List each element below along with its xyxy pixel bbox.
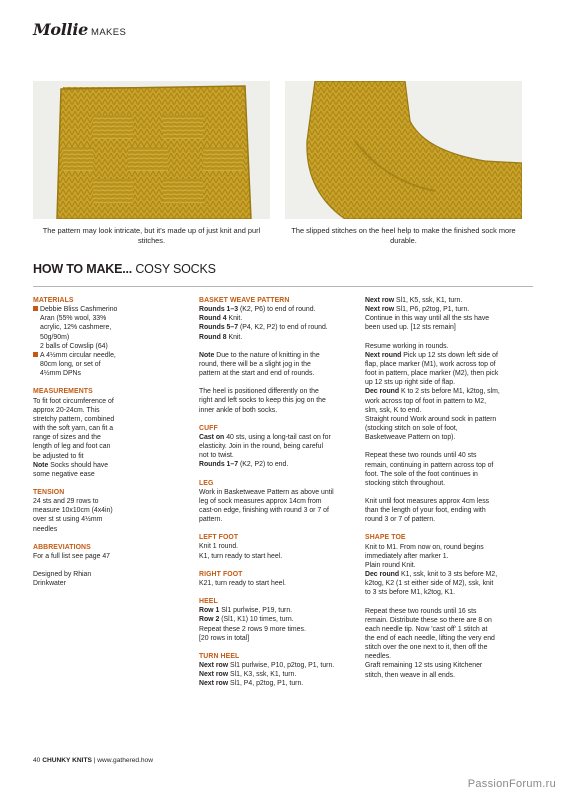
measurements-line: range of sizes and the (33, 434, 101, 442)
pattern-line: cast-on edge, finishing with round 3 or 7 of (199, 506, 329, 514)
pattern-line: Knit 1 round. (199, 543, 239, 551)
pattern-line: work across top of foot in pattern to M2, (365, 397, 487, 405)
pattern-line: pattern. (199, 516, 223, 524)
materials-item: Debbie Bliss Cashmerino (33, 305, 168, 314)
materials-item: A 4½mm circular needle, (33, 351, 168, 360)
pattern-line: Continue in this way until all the sts have (365, 315, 490, 323)
measurements-heading: MEASUREMENTS (33, 388, 93, 396)
tension-heading: TENSION (33, 488, 65, 496)
brand-logo: Mollie (33, 20, 88, 39)
pattern-line: round 3 or 7 of pattern. (365, 516, 436, 524)
cuff-heading: CUFF (199, 424, 218, 432)
pattern-line: flap, place marker (M1), work across top of (365, 360, 496, 368)
pattern-line: not to twist. (199, 452, 234, 460)
pattern-line: right and left socks to keep this jog on the (199, 397, 326, 405)
pattern-line: (stocking stitch on sole of foot, (365, 425, 458, 433)
pattern-line: Cast on 40 sts, using a long-tail cast on for (199, 433, 331, 441)
pattern-line: needles. (365, 653, 392, 661)
pattern-line: Dec round K1, ssk, knit to 3 sts before M2, (365, 571, 498, 579)
pattern-line: Repeat these two rounds until 40 sts (365, 452, 477, 460)
pattern-line: Knit to M1. From now on, round begins (365, 543, 484, 551)
materials-line: 80cm long, or set of (40, 361, 101, 369)
materials-line: 2 balls of Cowslip (64) (40, 342, 108, 350)
pattern-line: Repeat these two rounds until 16 sts (365, 607, 477, 615)
pattern-line: than the length of your foot, ending with (365, 507, 486, 515)
turn-heel-heading: TURN HEEL (199, 652, 240, 660)
pattern-line: Next row Sl1, P6, p2tog, P1, turn. (365, 306, 470, 314)
tension-line: needles (33, 525, 58, 533)
pattern-line: Round 8 Knit. (199, 333, 243, 341)
pattern-line: inner ankle of both socks. (199, 406, 278, 414)
pattern-line: K1, turn ready to start heel. (199, 552, 283, 560)
title-name: COSY SOCKS (135, 262, 216, 276)
pattern-line: Next row Sl1, K3, ssk, K1, turn. (199, 671, 297, 679)
magazine-name: CHUNKY KNITS (42, 757, 92, 764)
measurements-note: Note Socks should have (33, 461, 109, 469)
pattern-line: foot in pattern, place marker (M2), then pick (365, 370, 499, 378)
pattern-line: Next row Sl1 purlwise, P10, p2tog, P1, turn. (199, 662, 335, 669)
bullet-square-icon (33, 352, 38, 357)
basket-heading: BASKET WEAVE PATTERN (199, 297, 290, 304)
column-pattern (199, 296, 357, 688)
pattern-line: pattern at the start and end of rounds. (199, 370, 315, 378)
pattern-line: Resume working in rounds. (365, 342, 449, 350)
section-title (33, 262, 216, 276)
pattern-line: Straight round Work around sock in pattern (365, 415, 497, 423)
pattern-line: stocking stitch throughout. (365, 479, 446, 487)
leg-heading: LEG (199, 479, 214, 487)
pattern-line: Row 2 (Sl1, K1) 10 times, turn. (199, 616, 294, 624)
measurements-line: To fit foot circumference of (33, 397, 114, 405)
pattern-line: [20 rows in total] (199, 634, 250, 642)
materials-line: 4½mm DPNs (40, 370, 81, 378)
abbreviations-line: For a full list see page 47 (33, 552, 110, 560)
pattern-line: remain, continuing in pattern across top of (365, 461, 494, 469)
pattern-line: Next round Pick up 12 sts down left side of (365, 351, 498, 359)
pattern-line: K21, turn ready to start heel. (199, 579, 286, 587)
pattern-line: the end of each needle, lifting the very end (365, 635, 495, 642)
pattern-line: remain. Distribute these so there are 8 on (365, 616, 492, 624)
measurements-line: stretchy pattern, combined (33, 415, 115, 423)
sock-cuff-photo (33, 81, 270, 219)
left-foot-heading: LEFT FOOT (199, 534, 239, 542)
materials-line: acrylic, 12% cashmere, (40, 324, 112, 332)
materials-line: 50g/90m) (40, 333, 70, 341)
sock-heel-photo (285, 81, 522, 219)
pattern-line: Rounds 1–3 (K2, P6) to end of round. (199, 306, 316, 314)
pattern-line: stitch, then weave in all ends. (365, 671, 456, 679)
right-foot-heading: RIGHT FOOT (199, 570, 243, 578)
bullet-square-icon (33, 306, 38, 311)
section-tag: MAKES (91, 27, 127, 38)
pattern-line: The heel is positioned differently on the (199, 388, 319, 396)
pattern-line: Repeat these 2 rows 9 more times. (199, 625, 306, 633)
pattern-line: been used up. [12 sts remain] (365, 324, 456, 332)
pattern-line: slm, ssk, K to end. (365, 406, 422, 414)
watermark: PassionForum.ru (467, 778, 556, 790)
pattern-line: k2tog, K2 (1 st either side of M2), ssk, knit (365, 580, 494, 588)
pattern-line: Basketweave Pattern on top). (365, 434, 456, 442)
pattern-line: Next row Sl1, P4, p2tog, P1, turn. (199, 680, 304, 688)
page-header (33, 20, 126, 39)
pattern-line: leg of sock measures approx 14cm from (199, 497, 322, 505)
pattern-line: each needle tip. Now 'cast off' 1 stitch at (365, 625, 488, 633)
column-materials (33, 296, 168, 588)
pattern-line: foot. The sole of the foot continues in (365, 470, 478, 478)
designer-credit: Drinkwater (33, 580, 66, 588)
pattern-line: Dec round K to 2 sts before M1, k2tog, slm, (365, 388, 500, 396)
pattern-line: Knit until foot measures approx 4cm less (365, 497, 490, 505)
pattern-line: Round 4 Knit. (199, 315, 243, 323)
pattern-line: stitch over the one next to it, then off the (365, 644, 488, 652)
measurements-line: length of leg and foot can (33, 443, 111, 451)
pattern-line: Next row Sl1, K5, ssk, K1, turn. (365, 297, 463, 304)
website-link[interactable]: | www.gathered.how (93, 757, 153, 764)
measurements-line: approx 20-24cm. This (33, 406, 100, 414)
measurements-line: be adjusted to fit (33, 452, 84, 460)
pattern-line: Rounds 5–7 (P4, K2, P2) to end of round. (199, 324, 328, 332)
materials-heading: MATERIALS (33, 297, 74, 304)
title-prefix: HOW TO MAKE... (33, 262, 133, 276)
abbreviations-heading: ABBREVIATIONS (33, 543, 91, 551)
photo-caption-left: The pattern may look intricate, but it's made up of just knit and purl stitches. (42, 226, 261, 245)
measurements-line: some negative ease (33, 470, 95, 478)
pattern-line: Rounds 1–7 (K2, P2) to end. (199, 461, 289, 469)
pattern-line: round, there will be a slight jog in the (199, 360, 311, 368)
materials-line: Aran (55% wool, 33% (40, 315, 107, 323)
heel-heading: HEEL (199, 598, 218, 606)
pattern-line: immediately after marker 1. (365, 552, 449, 560)
pattern-line: Work in Basketweave Pattern as above until (199, 488, 334, 496)
tension-line: over st st using 4½mm (33, 516, 103, 524)
designer-credit: Designed by Rhian (33, 571, 92, 579)
pattern-line: Graft remaining 12 sts using Kitchener (365, 662, 483, 670)
pattern-line: elasticity. Join in the round, being careful (199, 443, 323, 451)
page-footer (33, 757, 153, 764)
pattern-line: Plain round Knit. (365, 561, 416, 569)
pattern-line: to 3 sts before M1, k2tog, K1. (365, 589, 456, 597)
pattern-line: Row 1 Sl1 purlwise, P19, turn. (199, 607, 293, 615)
shape-toe-heading: SHAPE TOE (365, 534, 406, 542)
pattern-line: up 12 sts up right side of flap. (365, 379, 456, 387)
column-pattern-continued (365, 296, 535, 680)
pattern-note: Note Due to the nature of knitting in the (199, 351, 320, 359)
tension-line: measure 10x10cm (4x4in) (33, 507, 113, 515)
photo-caption-right: The slipped stitches on the heel help to make the finished sock more durable. (291, 226, 516, 245)
title-divider (33, 286, 533, 287)
page-number: 40 (33, 757, 41, 764)
tension-line: 24 sts and 29 rows to (33, 498, 99, 506)
measurements-line: with the soft yarn, can fit a (33, 425, 114, 433)
